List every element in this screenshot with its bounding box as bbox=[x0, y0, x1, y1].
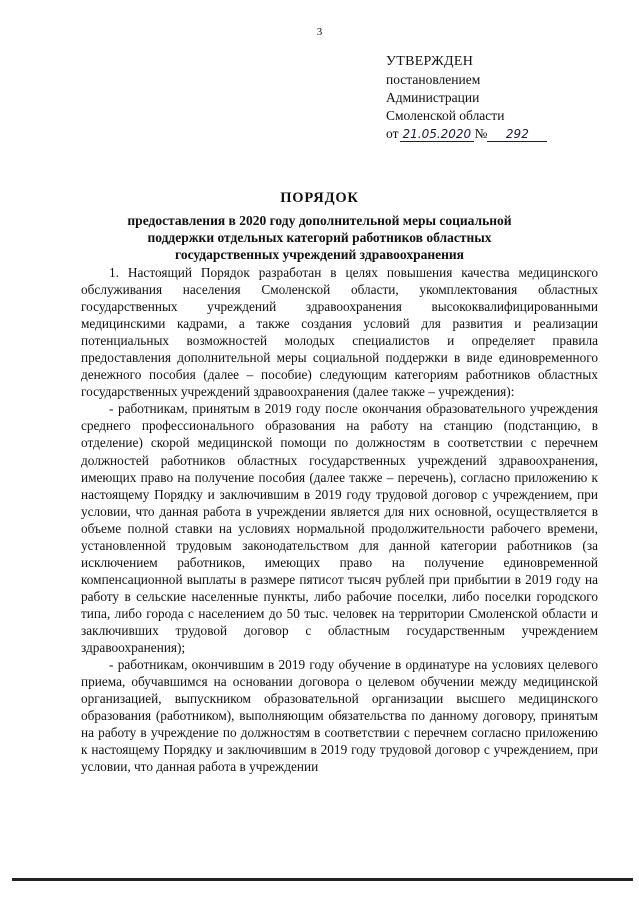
document-subtitle-line: государственных учреждений здравоохранения bbox=[175, 247, 464, 262]
paragraph-purpose: 1. Настоящий Порядок разработан в целях повышения качества медицинского обслуживания населения Смоленской области, укомплектования областных государственных учреждений здравоохранения высококвалифицированными медицинскими кадрами, а также создания условий для развития и реализации потенциальных возможностей молодых специалистов и определяет правила предоставления дополнительной меры социальной поддержки в виде единовременного денежного пособия (далее – пособие) следующим категориям работников областных государственных учреждений здравоохранения (далее также – учреждения): bbox=[81, 265, 598, 400]
scan-edge-divider bbox=[12, 878, 633, 881]
paragraph-residency-graduates: - работникам, окончившим в 2019 году обучение в ординатуре на условиях целевого приема, обучавшимся на основании договора о целевом обучении между медицинской организацией, выпускником образовательной организации высшего медицинского образования (работником), выполняющим обязательства по данному договору, принятым на работу в учреждение по должностям в соответствии с перечнем согласно приложению к настоящему Порядку и заключившим в 2019 году трудовой договор с учреждением, при условии, что данная работа в учреждении bbox=[81, 657, 598, 775]
document-subtitle-line: предоставления в 2020 году дополнительной меры социальной bbox=[127, 213, 512, 228]
approval-line: Смоленской области bbox=[386, 108, 505, 123]
date-prefix: от bbox=[386, 126, 399, 141]
approval-line: постановлением bbox=[386, 72, 481, 87]
approval-block bbox=[386, 53, 586, 143]
approval-date-number-line bbox=[386, 125, 586, 143]
document-title: ПОРЯДОК bbox=[280, 190, 359, 206]
document-subtitle-line: поддержки отдельных категорий работников областных bbox=[147, 230, 492, 245]
handwritten-number: 292 bbox=[487, 127, 547, 142]
approval-heading: УТВЕРЖДЕН bbox=[386, 54, 474, 69]
handwritten-date: 21.05.2020 bbox=[400, 127, 474, 142]
page-number: 3 bbox=[316, 26, 323, 38]
document-body bbox=[81, 264, 598, 775]
approval-line: Администрации bbox=[386, 90, 480, 105]
number-sign: № bbox=[474, 126, 488, 141]
paragraph-ambulance-workers: - работникам, принятым в 2019 году после окончания образовательного учреждения среднего профессионального образования на работу на станцию (подстанцию, в отделение) скорой медицинской помощи по должностям в соответствии с перечнем должностей работников областных государственных учреждений здравоохранения, имеющих право на получение пособия (далее также – перечень), согласно приложению к настоящему Порядку и заключившим в 2019 году трудовой договор с учреждением, при условии, что данная работа в учреждении является для них основной, осуществляется в объеме полной ставки на условиях нормальной продолжительности рабочего времени, установленной трудовым законодательством для данной категории работников (за исключением работников, имеющих право на получение единовременной компенсационной выплаты в размере пятисот тысяч рублей при прибытии в 2019 году на работу в сельские населенные пункты, либо рабочие поселки, либо поселки городского типа, либо города с населением до 50 тыс. человек на территории Смоленской области и заключивших трудовой договор с областным государственным учреждением здравоохранения); bbox=[81, 401, 598, 656]
document-title-block bbox=[0, 190, 639, 263]
